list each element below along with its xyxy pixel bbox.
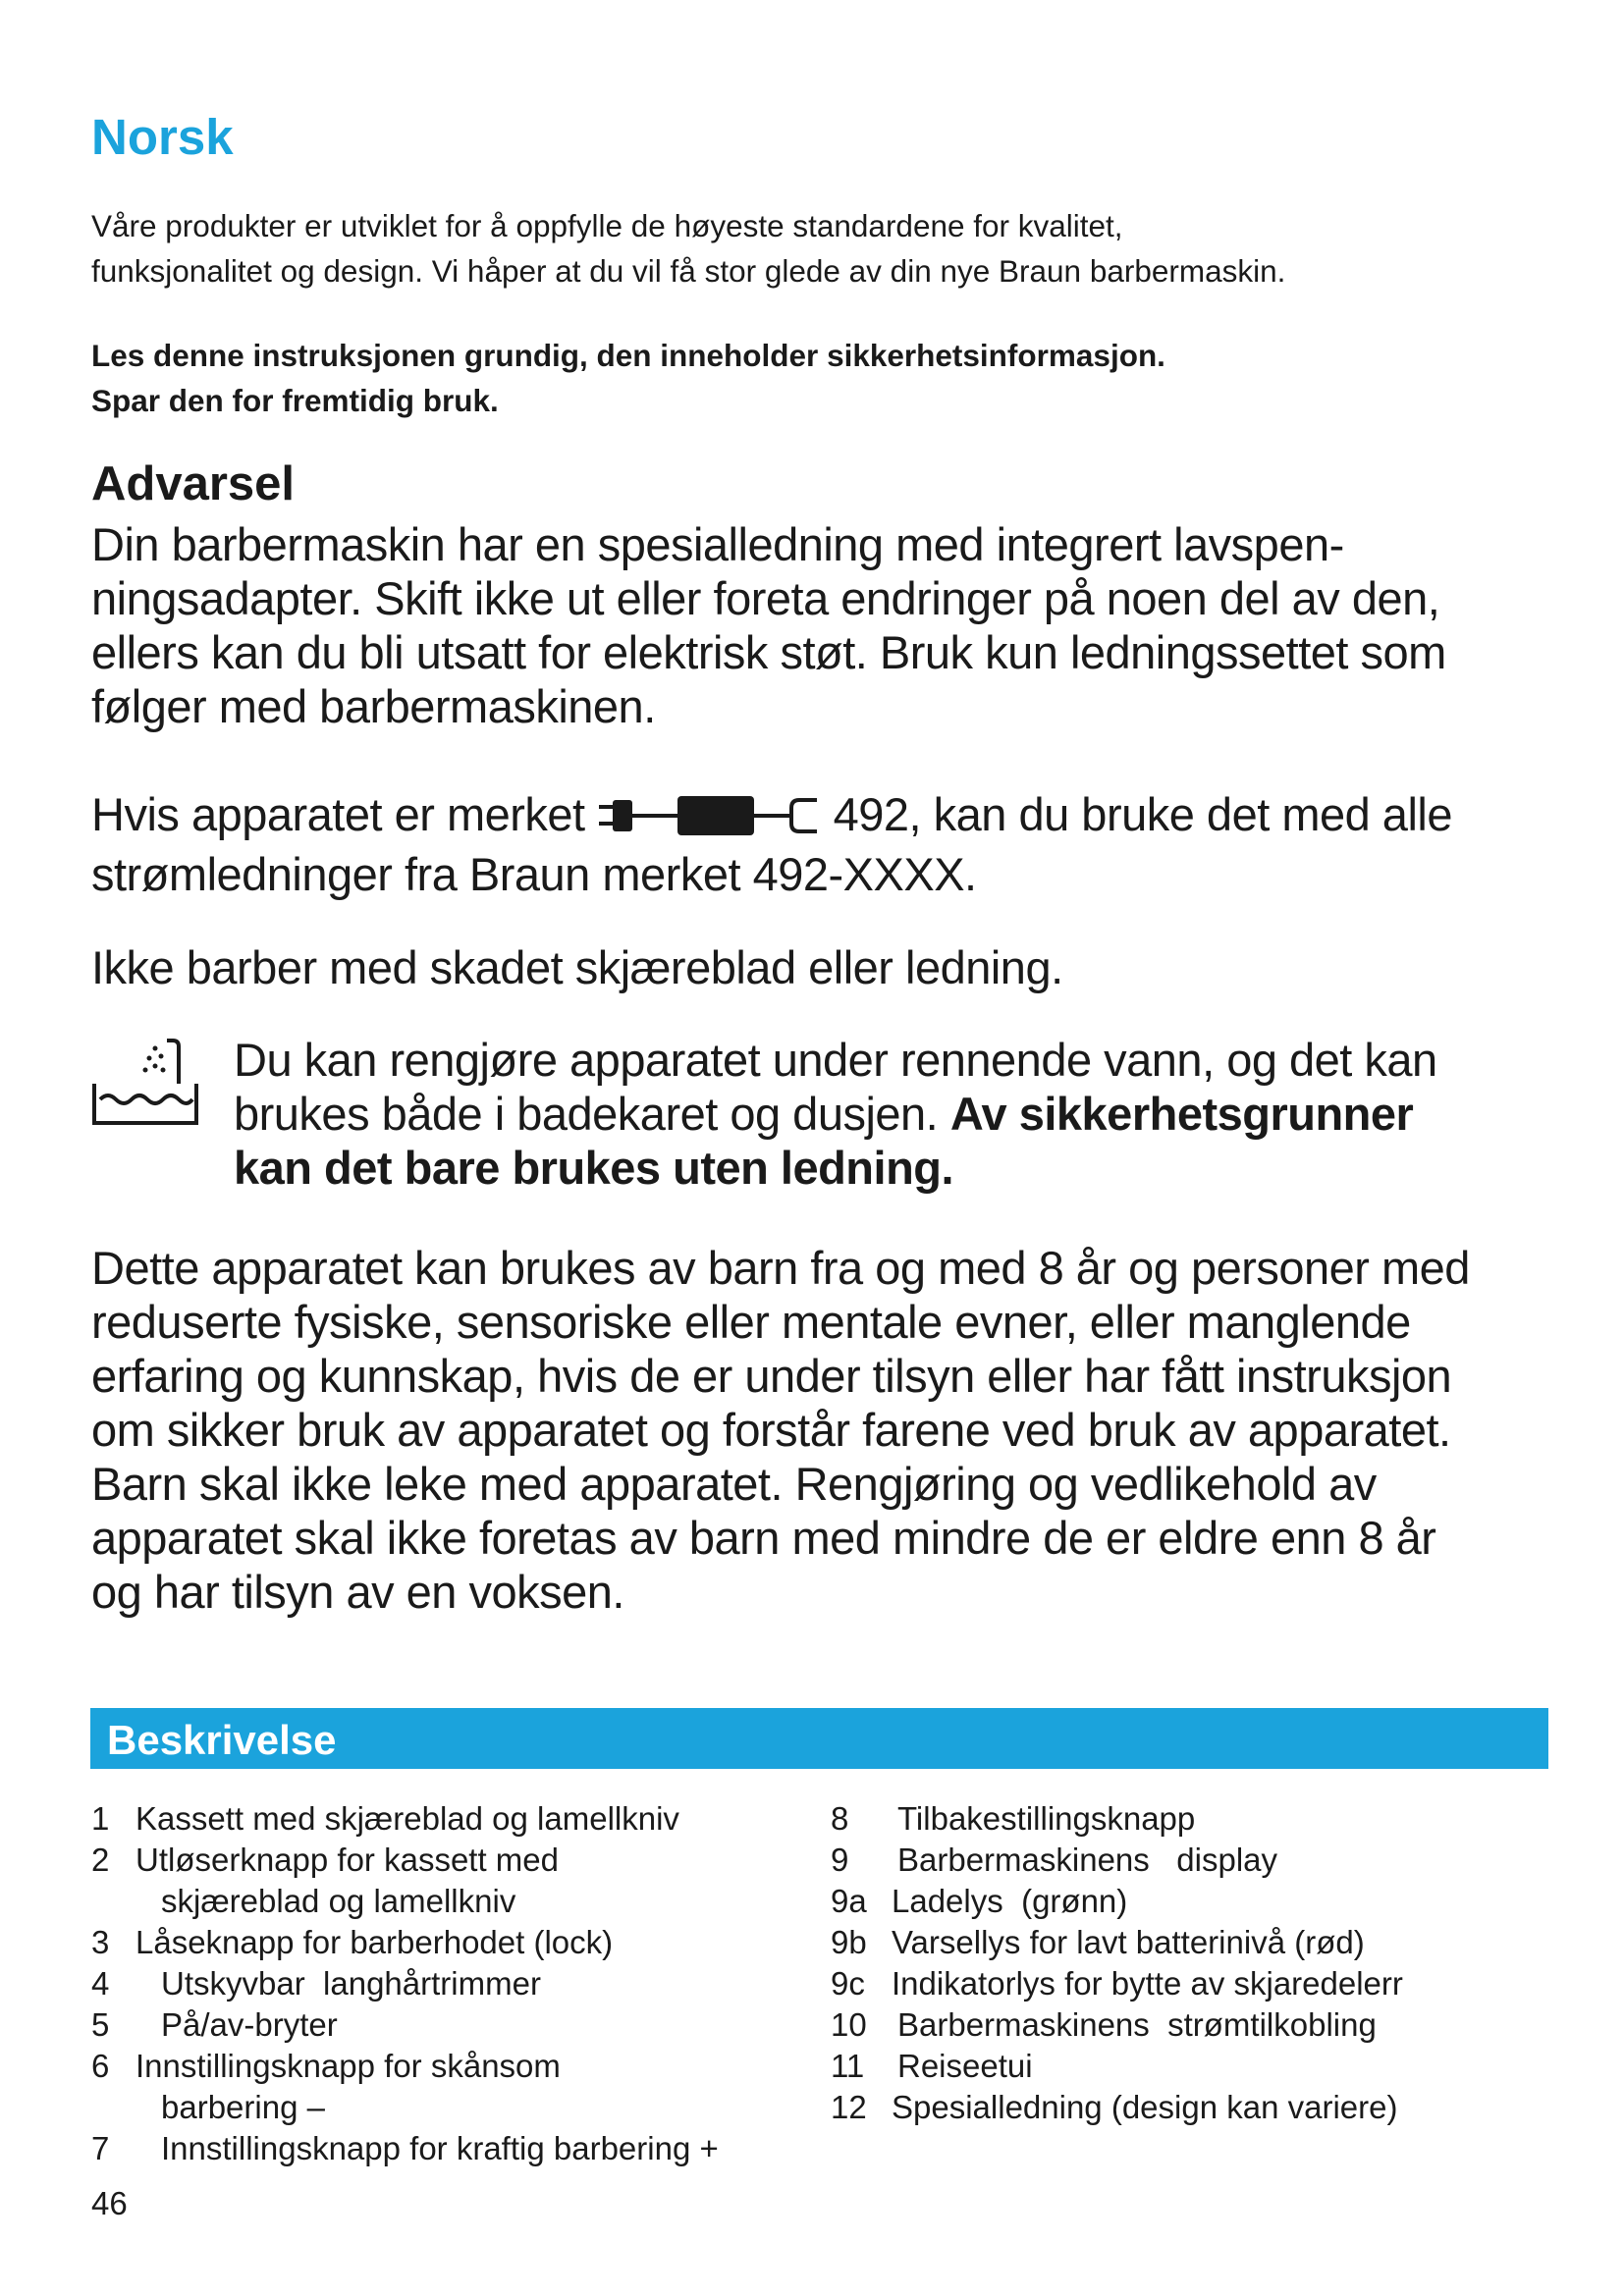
item-number: 5 — [91, 2006, 110, 2043]
list-item — [831, 1840, 1557, 1881]
list-item — [831, 2004, 1557, 2046]
item-number — [91, 2087, 135, 2128]
notice-line: Spar den for fremtidig bruk. — [91, 383, 499, 418]
warning-line: Din barbermaskin har en spesialledning med integrert lavspen- — [91, 518, 1344, 570]
description-section-bar — [90, 1708, 1548, 1769]
water-use-paragraph — [234, 1033, 1569, 1195]
read-instructions-notice — [91, 333, 1564, 423]
item-number — [91, 1881, 135, 1922]
children-line: og har tilsyn av en voksen. — [91, 1566, 624, 1618]
marking-text-after: 492, kan du bruke det med alle — [833, 788, 1452, 840]
item-text: Innstillingsknapp for skånsom — [135, 2048, 561, 2084]
item-number: 3 — [91, 1924, 110, 1960]
list-item — [91, 1881, 818, 1922]
water-text-normal: brukes både i badekaret og dusjen. — [234, 1088, 939, 1140]
warning-heading: Advarsel — [91, 457, 296, 510]
item-text: Reiseetui — [897, 2048, 1033, 2084]
item-number: 6 — [91, 2048, 110, 2084]
page-title: Norsk — [91, 109, 234, 165]
children-line: Barn skal ikke leke med apparatet. Rengjøring og vedlikehold av — [91, 1458, 1377, 1510]
list-item — [831, 2087, 1557, 2128]
list-item — [91, 1922, 818, 1963]
item-text: Innstillingsknapp for kraftig barbering + — [161, 2130, 719, 2166]
item-number: 2 — [91, 1842, 110, 1878]
item-text: skjæreblad og lamellkniv — [161, 1883, 516, 1919]
description-heading: Beskrivelse — [107, 1717, 337, 1763]
damage-warning: Ikke barber med skadet skjæreblad eller ledning. — [91, 941, 1063, 993]
list-item — [91, 2004, 818, 2046]
item-text: Ladelys (grønn) — [892, 1883, 1128, 1919]
list-item — [831, 1922, 1557, 1963]
item-text: Varsellys for lavt batterinivå (rød) — [892, 1924, 1365, 1960]
item-number: 10 — [831, 2006, 867, 2043]
item-number: 9a — [831, 1883, 867, 1919]
item-text: Kassett med skjæreblad og lamellkniv — [135, 1800, 679, 1837]
intro-line: funksjonalitet og design. Vi håper at du vil få stor glede av din nye Braun barbermaskin. — [91, 253, 1286, 289]
item-text: Utskyvbar langhårtrimmer — [161, 1965, 541, 2002]
notice-line: Les denne instruksjonen grundig, den inneholder sikkerhetsinformasjon. — [91, 338, 1165, 373]
water-line-bold: kan det bare brukes uten ledning. — [234, 1142, 954, 1194]
item-number: 4 — [91, 1965, 110, 2002]
plug-symbol-icon — [599, 790, 820, 841]
item-number: 9c — [831, 1965, 865, 2002]
item-text: Låseknapp for barberhodet (lock) — [135, 1924, 614, 1960]
children-line: erfaring og kunnskap, hvis de er under tilsyn eller har fått instruksjon — [91, 1350, 1452, 1402]
parts-list-left — [91, 1798, 818, 2169]
warning-line: ellers kan du bli utsatt for elektrisk støt. Bruk kun ledningssettet som — [91, 626, 1446, 678]
item-number: 9 — [831, 1842, 849, 1878]
water-line: Du kan rengjøre apparatet under rennende vann, og det kan — [234, 1034, 1437, 1086]
item-text: Barbermaskinens strømtilkobling — [897, 2006, 1377, 2043]
children-line: apparatet skal ikke foretas av barn med mindre de er eldre enn 8 år — [91, 1512, 1436, 1564]
item-number: 9b — [831, 1924, 867, 1960]
item-number: 7 — [91, 2130, 110, 2166]
marking-line — [91, 787, 1584, 847]
parts-list-right — [831, 1798, 1557, 2128]
children-line: om sikker bruk av apparatet og forstår farene ved bruk av apparatet. — [91, 1404, 1451, 1456]
list-item — [831, 1881, 1557, 1922]
page-number: 46 — [91, 2185, 128, 2221]
children-line: reduserte fysiske, sensoriske eller mentale evner, eller manglende — [91, 1296, 1411, 1348]
intro-line: Våre produkter er utviklet for å oppfylle de høyeste standardene for kvalitet, — [91, 208, 1123, 243]
water-text-bold: Av sikkerhetsgrunner — [949, 1088, 1414, 1140]
intro-paragraph — [91, 203, 1564, 294]
list-item — [91, 2087, 818, 2128]
item-number: 8 — [831, 1800, 849, 1837]
bath-shower-icon — [90, 1037, 200, 1131]
warning-paragraph — [91, 517, 1584, 733]
list-item — [91, 1798, 818, 1840]
item-text: Indikatorlys for bytte av skjaredelerr — [892, 1965, 1403, 2002]
item-number: 11 — [831, 2048, 865, 2084]
item-text: Spesialledning (design kan variere) — [892, 2089, 1398, 2125]
item-text: Tilbakestillingsknapp — [897, 1800, 1196, 1837]
list-item — [91, 2128, 818, 2169]
children-line: Dette apparatet kan brukes av barn fra og med 8 år og personer med — [91, 1242, 1470, 1294]
item-text: Utløserknapp for kassett med — [135, 1842, 559, 1878]
item-text: På/av-bryter — [161, 2006, 338, 2043]
item-number: 1 — [91, 1800, 110, 1837]
item-number: 12 — [831, 2089, 867, 2125]
item-text: barbering – — [161, 2089, 325, 2125]
warning-line: ningsadapter. Skift ikke ut eller foreta endringer på noen del av den, — [91, 572, 1440, 624]
list-item — [91, 2046, 818, 2087]
marking-text-before: Hvis apparatet er merket — [91, 788, 585, 840]
list-item — [831, 2046, 1557, 2087]
marking-paragraph — [91, 787, 1584, 901]
children-safety-paragraph — [91, 1241, 1603, 1619]
list-item — [831, 1798, 1557, 1840]
list-item — [831, 1963, 1557, 2004]
water-line — [234, 1087, 1569, 1141]
marking-line: strømledninger fra Braun merket 492-XXXX. — [91, 847, 977, 900]
item-text: Barbermaskinens display — [897, 1842, 1278, 1878]
list-item — [91, 1840, 818, 1881]
warning-line: følger med barbermaskinen. — [91, 680, 656, 732]
list-item — [91, 1963, 818, 2004]
